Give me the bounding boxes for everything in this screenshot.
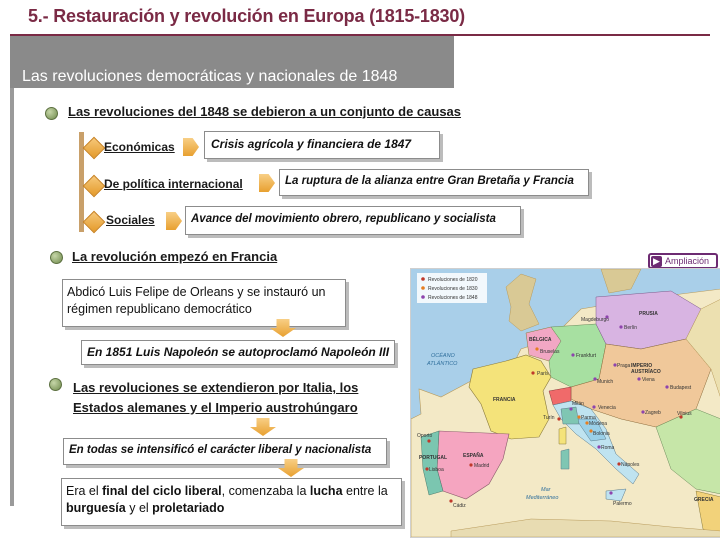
city-label: Magdeburgo (581, 317, 610, 323)
ampliacion-label: Ampliación (665, 256, 710, 266)
city-dot (469, 463, 472, 466)
map-scandinavia (601, 269, 641, 293)
city-dot (609, 491, 612, 494)
city-label: Bruselas (540, 349, 560, 355)
arrow-icon (259, 174, 275, 192)
map-label-austriaco: AUSTRÍACO (631, 369, 661, 375)
city-label: Munich (597, 379, 614, 385)
left-rule (10, 88, 14, 506)
cause-text-economicas: Crisis agrícola y financiera de 1847 (211, 137, 412, 151)
city-dot (535, 347, 538, 350)
city-label: Turín (543, 415, 555, 421)
city-label: Vilnius (677, 411, 692, 417)
legend-label-1830: Revoluciones de 1830 (428, 286, 478, 292)
map-label-mediterraneo: Mediterráneo (526, 495, 559, 501)
abdication-text-line1: Abdicó Luis Felipe de Orleans y se instauró un (67, 285, 326, 299)
city-label: Venecia (598, 405, 616, 411)
city-label: Budapest (670, 385, 692, 391)
conclusion-text: , comenzaba la (221, 484, 310, 498)
city-dot (665, 385, 668, 388)
city-label: Praga (617, 363, 631, 369)
city-dot (592, 405, 595, 408)
arrow-icon (166, 212, 182, 230)
cause-label-politica: De política internacional (104, 177, 243, 191)
diamond-icon (83, 175, 106, 198)
map-label-grecia: GRECIA (694, 497, 714, 503)
legend-dot-1820 (421, 277, 425, 281)
cause-box-politica (279, 169, 589, 196)
city-label: Parma (581, 415, 596, 421)
city-dot (531, 371, 534, 374)
map-label-espana: ESPAÑA (463, 453, 484, 459)
map-label-oceano: OCÉANO (431, 353, 455, 359)
legend-dot-1848 (421, 295, 425, 299)
cause-box-economicas (204, 131, 440, 159)
city-label: Frankfurt (576, 353, 597, 359)
bullet-icon (45, 107, 58, 120)
causes-heading: Las revoluciones del 1848 se debieron a un conjunto de causas (68, 104, 462, 119)
napoleon-box (81, 340, 395, 365)
city-dot (637, 377, 640, 380)
map-label-portugal: PORTUGAL (419, 455, 448, 461)
arrow-icon (183, 138, 199, 156)
legend-dot-1830 (421, 286, 425, 290)
city-label: Berlín (624, 325, 638, 331)
nationalism-box (63, 438, 387, 465)
city-label: Módena (589, 421, 608, 427)
page-title: 5.- Restauración y revolución en Europa (1815-1830) (28, 6, 465, 26)
city-label: Nápoles (621, 462, 640, 468)
map-britain (506, 274, 539, 331)
map-region-cerdena (561, 449, 569, 469)
cause-text-sociales: Avance del movimiento obrero, republicano y socialista (191, 213, 496, 225)
europe-map-svg (411, 269, 720, 537)
map-label-atlantico: ATLÁNTICO (427, 361, 458, 367)
conclusion-emphasis: burguesía (66, 501, 126, 515)
city-dot (569, 407, 572, 410)
legend-label-1848: Revoluciones de 1848 (428, 295, 478, 301)
conclusion-emphasis: final del ciclo liberal (102, 484, 222, 498)
city-label: Roma (601, 445, 615, 451)
banner-title: Las revoluciones democráticas y nacionales de 1848 (22, 68, 398, 85)
map-legend (417, 273, 487, 303)
cause-box-sociales (185, 206, 521, 235)
conclusion-text: y el (125, 501, 153, 515)
cause-label-sociales: Sociales (106, 213, 155, 227)
city-label: París (537, 371, 549, 377)
abdication-text-line2: régimen republicano democrático (67, 302, 252, 316)
map-label-mar: Mar (541, 487, 551, 493)
conclusion-text: entre la (342, 484, 388, 498)
france-heading: La revolución empezó en Francia (72, 249, 278, 264)
map-label-belgica: BÉLGICA (529, 337, 552, 343)
city-label: Cádiz (453, 503, 466, 509)
napoleon-text: En 1851 Luis Napoleón se autoproclamó Napoleón III (87, 345, 390, 359)
bullet-icon (49, 378, 62, 391)
city-label: Bolonia (593, 431, 610, 437)
city-dot (427, 439, 430, 442)
conclusion-line2 (62, 498, 401, 515)
map-label-francia: FRANCIA (493, 397, 516, 403)
map-region-corcega (559, 427, 566, 444)
spread-heading-line2: Estados alemanes y el Imperio austrohúngaro (73, 400, 358, 415)
city-label: Zagreb (645, 410, 661, 416)
city-label: Milán (572, 401, 584, 407)
city-dot (571, 353, 574, 356)
city-label: Palermo (613, 501, 632, 507)
cause-label-economicas: Económicas (104, 140, 175, 154)
spread-heading-line1: Las revoluciones se extendieron por Italia, los (73, 380, 359, 395)
map-label-imperio: IMPERIO (631, 363, 653, 369)
abdication-box (62, 279, 346, 327)
map-label-prusia: PRUSIA (639, 311, 658, 317)
diamond-icon (83, 211, 106, 234)
conclusion-box (61, 478, 402, 526)
legend-label-1820: Revoluciones de 1820 (428, 277, 478, 283)
ampliacion-button[interactable] (648, 253, 718, 269)
europe-map (410, 268, 720, 538)
city-dot (557, 417, 560, 420)
diamond-icon (83, 137, 106, 160)
bullet-icon (50, 251, 63, 264)
conclusion-line1 (62, 479, 401, 498)
city-dot (619, 325, 622, 328)
city-label: Lisboa (429, 467, 444, 473)
play-icon: ▶ (651, 256, 662, 267)
cause-text-politica: La ruptura de la alianza entre Gran Bretaña y Francia (285, 175, 574, 187)
conclusion-emphasis: lucha (309, 484, 343, 498)
city-label: Oporto (417, 433, 433, 439)
conclusion-text: Era el (66, 484, 103, 498)
nationalism-text: En todas se intensificó el carácter liberal y nacionalista (69, 444, 372, 456)
city-label: Madrid (474, 463, 490, 469)
down-arrow-icon (250, 418, 276, 436)
conclusion-emphasis: proletariado (152, 501, 225, 515)
city-label: Viena (642, 377, 655, 383)
